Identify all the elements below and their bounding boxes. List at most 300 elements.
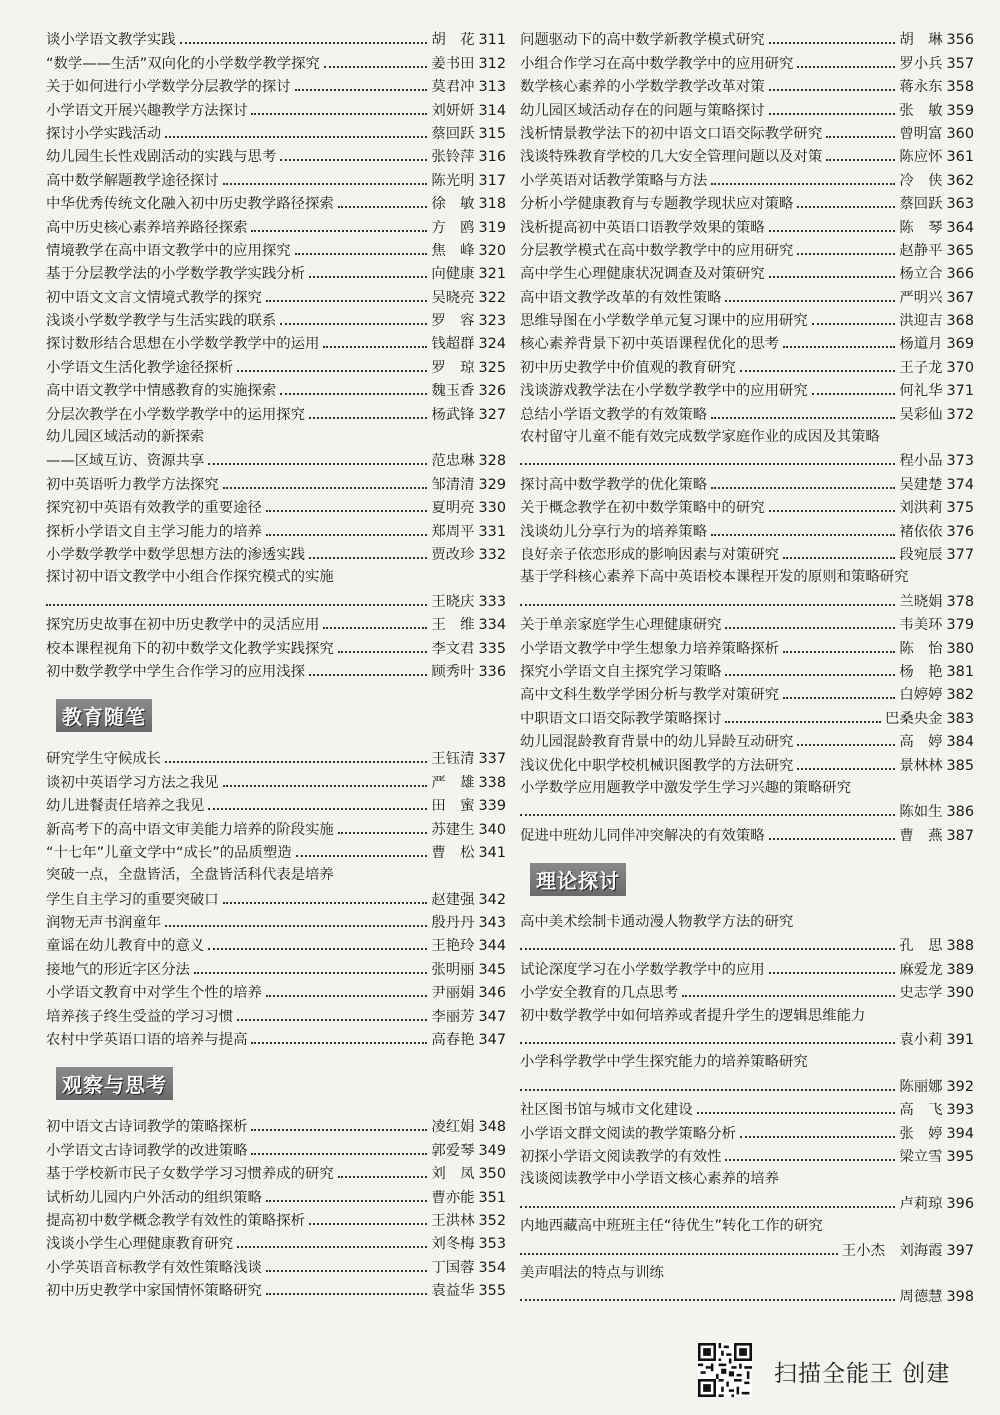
entry-title: 小学语文开展兴趣教学方法探讨 xyxy=(46,102,248,119)
toc-entry[interactable] xyxy=(46,96,506,119)
entry-author: 陈应怀 xyxy=(899,149,943,166)
toc-entry-title-line[interactable] xyxy=(520,775,974,798)
dot-leader xyxy=(251,113,427,115)
entry-page-number: 329 xyxy=(478,476,506,493)
dot-leader xyxy=(223,902,428,904)
toc-entry[interactable] xyxy=(46,260,506,283)
entry-title: 美声唱法的特点与训练 xyxy=(520,1264,664,1281)
toc-entry[interactable] xyxy=(46,143,506,166)
toc-entry-title-line[interactable] xyxy=(520,1002,974,1025)
entry-author: 罗 琼 xyxy=(431,359,475,376)
dot-leader xyxy=(280,323,427,325)
entry-title: 分层教学模式在高中数学教学中的应用研究 xyxy=(520,242,794,259)
entry-title: 小学英语音标教学有效性策略浅谈 xyxy=(46,1259,262,1276)
toc-entry[interactable] xyxy=(46,330,506,353)
toc-entry[interactable] xyxy=(520,728,974,751)
toc-entry[interactable] xyxy=(520,260,974,283)
entry-author: 杨立合 xyxy=(899,266,943,283)
dot-leader xyxy=(266,300,427,302)
dot-leader xyxy=(783,346,895,348)
toc-entry[interactable] xyxy=(46,1183,506,1206)
entry-page-number: 349 xyxy=(478,1142,506,1159)
toc-entry-title-line[interactable] xyxy=(46,424,506,447)
dot-leader xyxy=(223,487,428,489)
entry-page-number: 372 xyxy=(946,406,974,423)
entry-title: 提高初中数学概念教学有效性的策略探析 xyxy=(46,1212,306,1229)
toc-entry[interactable] xyxy=(520,681,974,704)
toc-entry[interactable] xyxy=(520,979,974,1002)
dot-leader xyxy=(769,230,896,232)
entry-author: 焦 峰 xyxy=(431,242,475,259)
toc-entry[interactable] xyxy=(46,1113,506,1136)
toc-entry[interactable] xyxy=(46,1253,506,1276)
entry-title: 小学英语对话教学策略与方法 xyxy=(520,172,708,189)
toc-entry[interactable] xyxy=(520,283,974,306)
toc-entry[interactable] xyxy=(520,26,974,49)
entry-title: 基于分层教学法的小学数学教学实践分析 xyxy=(46,266,306,283)
entry-page-number: 390 xyxy=(946,985,974,1002)
toc-entry[interactable] xyxy=(520,1283,974,1306)
entry-page-number: 392 xyxy=(946,1078,974,1095)
entry-title: 探讨初中语文教学中小组合作探究模式的实施 xyxy=(46,569,334,586)
entry-page-number: 368 xyxy=(946,313,974,330)
entry-page-number: 371 xyxy=(946,383,974,400)
toc-entry[interactable] xyxy=(46,470,506,493)
toc-entry[interactable] xyxy=(520,377,974,400)
toc-entry-title-line[interactable] xyxy=(520,1049,974,1072)
entry-author: 刘冬梅 xyxy=(431,1236,475,1253)
toc-entry[interactable] xyxy=(520,1189,974,1212)
toc-entry[interactable] xyxy=(46,587,506,610)
dot-leader xyxy=(296,855,428,857)
entry-author: 贾改珍 xyxy=(431,546,475,563)
entry-page-number: 351 xyxy=(478,1189,506,1206)
entry-title: 农村留守儿童不能有效完成数学家庭作业的成因及其策略 xyxy=(520,429,880,446)
entry-author: 陈丽娜 xyxy=(899,1078,943,1095)
entry-author: 兰晓娟 xyxy=(899,593,943,610)
toc-entry[interactable] xyxy=(520,634,974,657)
entry-title: 浅议优化中职学校机械识图教学的方法研究 xyxy=(520,757,794,774)
dot-leader xyxy=(520,1042,895,1044)
entry-author: 韦美环 xyxy=(899,617,943,634)
entry-author: 赵建强 xyxy=(431,891,475,908)
toc-entry[interactable] xyxy=(46,611,506,634)
toc-entry[interactable] xyxy=(520,166,974,189)
entry-title: 高中语文教学改革的有效性策略 xyxy=(520,289,722,306)
entry-author: 莫君冲 xyxy=(431,79,475,96)
toc-entry[interactable] xyxy=(520,587,974,610)
entry-author: 段宛辰 xyxy=(899,546,943,563)
entry-page-number: 361 xyxy=(946,149,974,166)
toc-entry[interactable] xyxy=(520,1096,974,1119)
entry-title: 试论深度学习在小学数学教学中的应用 xyxy=(520,961,765,978)
entry-title: 小学数学教学中数学思想方法的渗透实践 xyxy=(46,546,306,563)
entry-author: 赵静平 xyxy=(899,242,943,259)
dot-leader xyxy=(309,276,427,278)
toc-entry[interactable] xyxy=(520,73,974,96)
toc-entry[interactable] xyxy=(520,96,974,119)
entry-author: 王钰清 xyxy=(431,751,475,768)
dot-leader xyxy=(165,136,427,138)
entry-page-number: 314 xyxy=(478,102,506,119)
dot-leader xyxy=(520,948,895,950)
toc-entry[interactable] xyxy=(520,213,974,236)
dot-leader xyxy=(338,206,428,208)
entry-page-number: 363 xyxy=(946,196,974,213)
section-heading-label: 理论探讨 xyxy=(530,863,626,896)
entry-author: 邹清清 xyxy=(431,476,475,493)
entry-author: 王晓庆 xyxy=(431,593,475,610)
toc-entry[interactable] xyxy=(46,120,506,143)
toc-entry[interactable] xyxy=(520,237,974,260)
entry-author: 刘 凤 xyxy=(431,1166,475,1183)
dot-leader xyxy=(769,276,896,278)
entry-page-number: 313 xyxy=(478,79,506,96)
entry-author: 向健康 xyxy=(431,266,475,283)
dot-leader xyxy=(295,253,428,255)
entry-title: 研究学生守候成长 xyxy=(46,751,162,768)
toc-entry[interactable] xyxy=(46,792,506,815)
entry-title: 分析小学健康教育与专题教学现状应对策略 xyxy=(520,196,794,213)
dot-leader xyxy=(338,1176,428,1178)
dot-leader xyxy=(711,534,895,536)
toc-entry[interactable] xyxy=(46,932,506,955)
entry-page-number: 347 xyxy=(478,1032,506,1049)
entry-author: 景林林 xyxy=(899,757,943,774)
entry-author: 袁小莉 xyxy=(899,1032,943,1049)
toc-entry[interactable] xyxy=(46,768,506,791)
entry-page-number: 340 xyxy=(478,821,506,838)
entry-page-number: 350 xyxy=(478,1166,506,1183)
toc-entry[interactable] xyxy=(520,1143,974,1166)
entry-author: 张明丽 xyxy=(431,961,475,978)
entry-author: 顾秀叶 xyxy=(431,663,475,680)
dot-leader xyxy=(323,346,427,348)
toc-entry[interactable] xyxy=(46,955,506,978)
section-heading xyxy=(56,1067,506,1099)
entry-author: 洪迎吉 xyxy=(899,313,943,330)
toc-entry[interactable] xyxy=(520,751,974,774)
entry-author: 吴彩仙 xyxy=(899,406,943,423)
entry-title: 基于学校新市民子女数学学习习惯养成的研究 xyxy=(46,1166,334,1183)
toc-entry[interactable] xyxy=(46,377,506,400)
entry-title: 高中文科生数学学困分析与教学对策研究 xyxy=(520,687,780,704)
entry-title: 初中数学教学中如何培养或者提升学生的逻辑思维能力 xyxy=(520,1007,866,1024)
entry-title: 思维导图在小学数学单元复习课中的应用研究 xyxy=(520,313,808,330)
toc-entry[interactable] xyxy=(46,1002,506,1025)
entry-title: 学生自主学习的重要突破口 xyxy=(46,891,219,908)
entry-title: 探析小学语文自主学习能力的培养 xyxy=(46,523,262,540)
entry-title: 浅谈阅读教学中小学语文核心素养的培养 xyxy=(520,1171,780,1188)
toc-entry[interactable] xyxy=(46,190,506,213)
entry-page-number: 370 xyxy=(946,359,974,376)
toc-entry[interactable] xyxy=(520,307,974,330)
entry-page-number: 311 xyxy=(478,32,506,49)
entry-title: 初中历史教学中家国情怀策略研究 xyxy=(46,1283,262,1300)
toc-entry[interactable] xyxy=(520,541,974,564)
toc-entry-title-line[interactable] xyxy=(520,1166,974,1189)
toc-entry-title-line[interactable] xyxy=(520,1213,974,1236)
qr-code-icon xyxy=(698,1343,752,1397)
entry-author: 梁立雪 xyxy=(899,1148,943,1165)
toc-entry[interactable] xyxy=(520,821,974,844)
entry-author: 巴桑央金 xyxy=(884,710,943,727)
entry-author: 王子龙 xyxy=(899,359,943,376)
entry-page-number: 328 xyxy=(478,453,506,470)
toc-entry[interactable] xyxy=(46,1026,506,1049)
entry-author: 高春艳 xyxy=(431,1032,475,1049)
toc-entry[interactable] xyxy=(520,447,974,470)
entry-author: 刘洪莉 xyxy=(899,500,943,517)
entry-author: 蔡回跃 xyxy=(899,196,943,213)
entry-title: 小学数学应用题教学中激发学生学习兴趣的策略研究 xyxy=(520,779,851,796)
dot-leader xyxy=(309,674,427,676)
toc-entry[interactable] xyxy=(46,979,506,1002)
toc-entry[interactable] xyxy=(520,353,974,376)
dot-leader xyxy=(266,510,427,512)
toc-entry[interactable] xyxy=(520,517,974,540)
entry-page-number: 334 xyxy=(478,617,506,634)
toc-entry[interactable] xyxy=(520,494,974,517)
entry-author: 苏建生 xyxy=(431,821,475,838)
entry-author: 凌红娟 xyxy=(431,1119,475,1136)
entry-author: 王艳玲 xyxy=(431,938,475,955)
entry-title: ——区域互访、资源共享 xyxy=(46,453,205,470)
entry-author: 程小品 xyxy=(899,453,943,470)
entry-page-number: 388 xyxy=(946,938,974,955)
toc-entry[interactable] xyxy=(46,1207,506,1230)
entry-author: 刘妍妍 xyxy=(431,102,475,119)
entry-author: 曹 松 xyxy=(431,844,475,861)
toc-entry-title-line[interactable] xyxy=(520,424,974,447)
entry-title: 浅谈特殊教育学校的几大安全管理问题以及对策 xyxy=(520,149,823,166)
toc-entry[interactable] xyxy=(46,73,506,96)
toc-entry[interactable] xyxy=(46,237,506,260)
entry-author: 李文君 xyxy=(431,640,475,657)
entry-title: 总结小学语文教学的有效策略 xyxy=(520,406,708,423)
toc-entry[interactable] xyxy=(46,541,506,564)
scanner-watermark xyxy=(698,1343,988,1399)
entry-author: 陈 怡 xyxy=(899,640,943,657)
entry-author: 郭爱琴 xyxy=(431,1142,475,1159)
entry-title: 小学语文教学中学生想象力培养策略探析 xyxy=(520,640,780,657)
dot-leader xyxy=(266,1200,427,1202)
toc-entry[interactable] xyxy=(46,885,506,908)
section-heading xyxy=(56,699,506,731)
dot-leader xyxy=(223,785,428,787)
toc-entry[interactable] xyxy=(46,815,506,838)
entry-title: 小组合作学习在高中数学教学中的应用研究 xyxy=(520,55,794,72)
entry-page-number: 379 xyxy=(946,617,974,634)
dot-leader xyxy=(682,995,895,997)
dot-leader xyxy=(711,487,895,489)
toc-entry[interactable] xyxy=(46,1136,506,1159)
entry-title: “十七年”儿童文学中“成长”的品质塑造 xyxy=(46,844,292,861)
toc-entry[interactable] xyxy=(520,955,974,978)
entry-page-number: 367 xyxy=(946,289,974,306)
toc-entry[interactable] xyxy=(46,1277,506,1300)
toc-entry[interactable] xyxy=(520,330,974,353)
toc-entry-title-line[interactable] xyxy=(520,1260,974,1283)
entry-author: 周德慧 xyxy=(899,1289,943,1306)
entry-author: 李丽芳 xyxy=(431,1008,475,1025)
entry-author: 杨 艳 xyxy=(899,663,943,680)
toc-entry[interactable] xyxy=(46,839,506,862)
dot-leader xyxy=(783,557,895,559)
toc-entry[interactable] xyxy=(46,26,506,49)
toc-entry[interactable] xyxy=(520,1072,974,1095)
entry-page-number: 378 xyxy=(946,593,974,610)
entry-page-number: 323 xyxy=(478,313,506,330)
entry-title: 探究小学语文自主探究学习策略 xyxy=(520,663,722,680)
entry-page-number: 341 xyxy=(478,844,506,861)
entry-author: 罗小兵 xyxy=(899,55,943,72)
toc-entry[interactable] xyxy=(46,307,506,330)
entry-title: 初中语文古诗词教学的策略探析 xyxy=(46,1119,248,1136)
toc-entry[interactable] xyxy=(520,798,974,821)
entry-title: 小学语文生活化教学途径探析 xyxy=(46,359,234,376)
entry-page-number: 324 xyxy=(478,336,506,353)
toc-entry[interactable] xyxy=(46,283,506,306)
dot-leader xyxy=(797,253,895,255)
dot-leader xyxy=(266,995,427,997)
entry-page-number: 398 xyxy=(946,1289,974,1306)
toc-entry[interactable] xyxy=(46,909,506,932)
entry-title: 幼儿园生长性戏剧活动的实践与思考 xyxy=(46,149,277,166)
dot-leader xyxy=(740,370,895,372)
entry-page-number: 360 xyxy=(946,125,974,142)
entry-author: 胡 琳 xyxy=(899,32,943,49)
entry-title: 高中语文教学中情感教育的实施探索 xyxy=(46,383,277,400)
dot-leader xyxy=(223,183,428,185)
entry-author: 王小杰 刘海霞 xyxy=(841,1242,943,1259)
entry-title: 探讨数形结合思想在小学数学教学中的运用 xyxy=(46,336,320,353)
entry-title: 关于单亲家庭学生心理健康研究 xyxy=(520,617,722,634)
entry-title: 校本课程视角下的初中数学文化教学实践探究 xyxy=(46,640,334,657)
entry-page-number: 394 xyxy=(946,1125,974,1142)
dot-leader xyxy=(520,463,895,465)
dot-leader xyxy=(711,417,895,419)
toc-entry[interactable] xyxy=(46,745,506,768)
entry-page-number: 319 xyxy=(478,219,506,236)
dot-leader xyxy=(783,651,895,653)
dot-leader xyxy=(165,925,427,927)
entry-title: 润物无声书润童年 xyxy=(46,915,162,932)
toc-entry[interactable] xyxy=(520,658,974,681)
entry-author: 孔 思 xyxy=(899,938,943,955)
toc-entry-title-line[interactable] xyxy=(46,564,506,587)
toc-entry[interactable] xyxy=(520,704,974,727)
dot-leader xyxy=(826,159,895,161)
toc-entry[interactable] xyxy=(46,517,506,540)
entry-page-number: 369 xyxy=(946,336,974,353)
entry-page-number: 366 xyxy=(946,266,974,283)
entry-author: 冷 侠 xyxy=(899,172,943,189)
entry-author: 严 雄 xyxy=(431,774,475,791)
entry-title: 农村中学英语口语的培养与提高 xyxy=(46,1032,248,1049)
entry-author: 袁益华 xyxy=(431,1283,475,1300)
dot-leader xyxy=(323,627,427,629)
toc-entry[interactable] xyxy=(46,1230,506,1253)
entry-page-number: 338 xyxy=(478,774,506,791)
toc-entry[interactable] xyxy=(46,166,506,189)
toc-entry[interactable] xyxy=(46,447,506,470)
entry-author: 田 蜜 xyxy=(431,798,475,815)
dot-leader xyxy=(324,66,427,68)
toc-entry[interactable] xyxy=(46,353,506,376)
toc-entry[interactable] xyxy=(46,658,506,681)
dot-leader xyxy=(725,721,880,723)
toc-entry[interactable] xyxy=(520,143,974,166)
entry-author: 高 婷 xyxy=(899,734,943,751)
toc-entry[interactable] xyxy=(46,634,506,657)
dot-leader xyxy=(812,393,896,395)
dot-leader xyxy=(769,89,896,91)
dot-leader xyxy=(520,814,895,816)
toc-entry[interactable] xyxy=(46,49,506,72)
toc-entry[interactable] xyxy=(520,400,974,423)
entry-title: 关于如何进行小学数学分层教学的探讨 xyxy=(46,79,291,96)
entry-title: 初中历史教学中价值观的教育研究 xyxy=(520,359,736,376)
toc-entry[interactable] xyxy=(520,1236,974,1259)
dot-leader xyxy=(725,1159,895,1161)
entry-title: “数学——生活”双向化的小学数学教学探究 xyxy=(46,55,320,72)
toc-entry[interactable] xyxy=(46,213,506,236)
entry-author: 褚依依 xyxy=(899,523,943,540)
entry-page-number: 365 xyxy=(946,242,974,259)
toc-entry-title-line[interactable] xyxy=(520,564,974,587)
dot-leader xyxy=(520,1253,838,1255)
dot-leader xyxy=(769,113,896,115)
toc-entry[interactable] xyxy=(520,1119,974,1142)
dot-leader xyxy=(797,768,895,770)
entry-page-number: 355 xyxy=(478,1283,506,1300)
entry-title: 高中学生心理健康状况调查及对策研究 xyxy=(520,266,765,283)
toc-entry[interactable] xyxy=(520,470,974,493)
entry-page-number: 375 xyxy=(946,500,974,517)
dot-leader xyxy=(165,761,427,763)
toc-entry-title-line[interactable] xyxy=(520,909,974,932)
toc-entry[interactable] xyxy=(46,1160,506,1183)
toc-entry[interactable] xyxy=(520,120,974,143)
entry-author: 史志学 xyxy=(899,985,943,1002)
entry-page-number: 333 xyxy=(478,593,506,610)
toc-entry[interactable] xyxy=(520,190,974,213)
toc-entry[interactable] xyxy=(520,49,974,72)
dot-leader xyxy=(769,510,896,512)
entry-author: 徐 敏 xyxy=(431,196,475,213)
entry-author: 郑周平 xyxy=(431,523,475,540)
dot-leader xyxy=(826,136,895,138)
toc-entry[interactable] xyxy=(520,932,974,955)
entry-page-number: 327 xyxy=(478,406,506,423)
dot-leader xyxy=(237,370,427,372)
entry-title: 核心素养背景下初中英语课程优化的思考 xyxy=(520,336,780,353)
toc-entry[interactable] xyxy=(520,611,974,634)
entry-title: 初探小学语文阅读教学的有效性 xyxy=(520,1148,722,1165)
toc-entry-title-line[interactable] xyxy=(46,862,506,885)
toc-entry[interactable] xyxy=(520,1026,974,1049)
entry-title: 内地西藏高中班班主任“待优生”转化工作的研究 xyxy=(520,1218,823,1235)
toc-entry[interactable] xyxy=(46,494,506,517)
entry-page-number: 331 xyxy=(478,523,506,540)
entry-title: 浅析提高初中英语口语教学效果的策略 xyxy=(520,219,765,236)
toc-entry[interactable] xyxy=(46,400,506,423)
entry-author: 范忠琳 xyxy=(431,453,475,470)
dot-leader xyxy=(237,1019,427,1021)
entry-author: 罗 容 xyxy=(431,313,475,330)
entry-title: 小学科学教学中学生探究能力的培养策略研究 xyxy=(520,1054,808,1071)
